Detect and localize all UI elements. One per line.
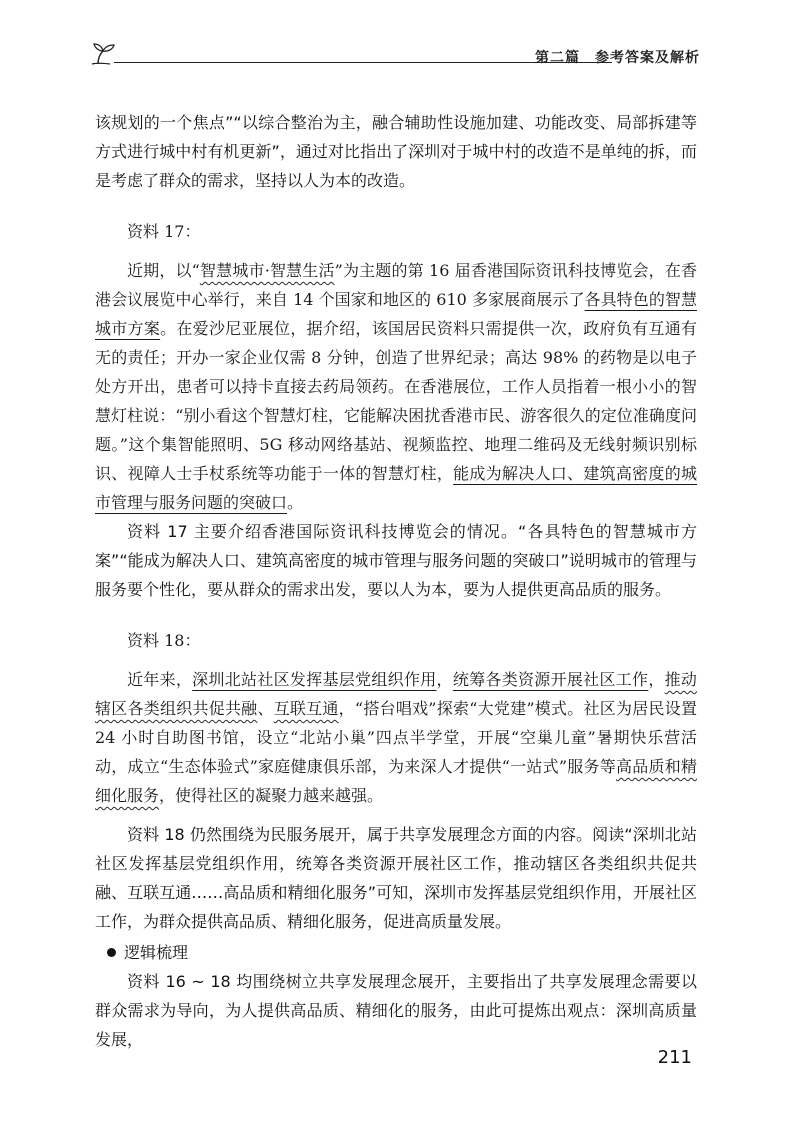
page-body: [95, 108, 697, 1054]
m18-emphasis-service: 高品质和精细化服务: [95, 757, 697, 805]
material-17-analysis: 资料 17 主要介绍香港国际资讯科技博览会的情况。“各具特色的智慧城市方案”“能成为解决人口、建筑高密度的城市管理与服务问题的突破口”说明城市的管理与服务要个性化，要从群众的需求出发，要以人为本，要为人提供更高品质的服务。: [95, 522, 697, 599]
material-18-label: 资料 18：: [127, 631, 201, 650]
section-title: 第二篇 参考答案及解析: [535, 50, 700, 66]
logic-paragraph: 资料 16 ~ 18 均围绕树立共享发展理念展开，主要指出了共享发展理念需要以群众需求为导向，为人提供高品质、精细化的服务，由此可提炼出观点：深圳高质量发展，: [95, 972, 697, 1049]
intro-paragraph: 该规划的一个焦点”“以综合整治为主，融合辅助性设施加建、功能改变、局部拆建等方式进行城中村有机更新”，通过对比指出了深圳对于城中村的改造不是单纯的拆，而是考虑了群众的需求，坚持以人为本的改造。: [95, 113, 697, 190]
m18-emphasis-connect: 互联互通: [273, 699, 339, 718]
material-17-text: 近期，以“智慧城市·智慧生活”为主题的第 16 届香港国际资讯科技博览会，在香港会议展览中心举行，来自 14 个国家和地区的 610 多家展商展示了各具特色的智慧城市方案。在爱沙尼亚展位，据介绍，该国居民资料只需提供一次，政府负有互通有无的责任；开办一家企业仅需 8 分钟，创造了世界纪录；高达 98% 的药物是以电子处方开出，患者可以持卡直接去药局领药。在香港展位，工作人员指着一根小小的智慧灯柱说：“别小看这个智慧灯柱，它能解决困扰香港市民、游客很久的定位准确度问题。”这个集智能照明、5G 移动网络基站、视频监控、地理二维码及无线射频识别标识、视障人士手杖系统等功能于一体的智慧灯柱，能成为解决人口、建筑高密度的城市管理与服务问题的突破口。: [95, 261, 698, 512]
material-18-analysis: 资料 18 仍然围绕为民服务展开，属于共享发展理念方面的内容。阅读“深圳北站社区发挥基层党组织作用，统筹各类资源开展社区工作，推动辖区各类组织共促共融、互联互通……高品质和精细化服务”可知，深圳市发挥基层党组织作用，开展社区工作，为群众提供高品质、精细化服务，促进高质量发展。: [95, 825, 697, 931]
m18-emphasis-resources: 统筹各类资源开展社区工作: [452, 670, 649, 689]
material-17-label: 资料 17：: [127, 222, 201, 241]
running-header: [88, 38, 700, 70]
m18-emphasis-organizations: 推动辖区各类组织共促共融: [95, 670, 697, 718]
m18-emphasis-party: 深圳北站社区发挥基层党组织作用: [192, 670, 437, 689]
m17-emphasis-theme: 智慧城市·智慧生活: [199, 261, 335, 280]
m17-emphasis-breakthrough: 能成为解决人口、建筑高密度的城市管理与服务问题的突破口: [95, 464, 697, 512]
material-18-text: 近年来，深圳北站社区发挥基层党组织作用，统筹各类资源开展社区工作，推动辖区各类组织共促共融、互联互通，“搭台唱戏”探索“大党建”模式。社区为居民设置 24 小时自助图书馆，设立“北站小巢”四点半学堂，开展“空巢儿童”暑期快乐营活动，成立“生态体验式”家庭健康俱乐部，为来深人才提供“一站式”服务等高品质和精细化服务，使得社区的凝聚力越来越强。: [95, 670, 697, 805]
page-number: 211: [657, 1047, 692, 1068]
logic-heading: 逻辑梳理: [95, 938, 697, 967]
sprout-icon: [88, 38, 118, 68]
m17-emphasis-solutions: 各具特色的智慧城市方案: [95, 290, 697, 338]
bullet-dot-icon: [107, 948, 116, 957]
